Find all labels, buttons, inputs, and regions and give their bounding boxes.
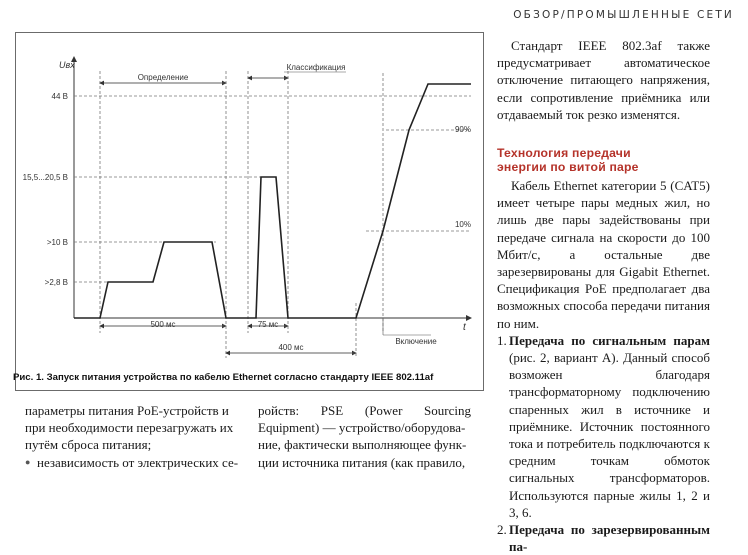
bottom-mid-text xyxy=(258,402,471,471)
bm-line-1: ройств: PSE (Power Sourcing xyxy=(258,403,471,418)
level-10v: >10 В xyxy=(46,238,68,247)
voltage-waveform xyxy=(74,84,471,318)
heading-line-1: Технология передачи xyxy=(497,146,631,160)
heading-line-2: энергии по витой паре xyxy=(497,160,639,174)
level-15v: 15,5...20,5 В xyxy=(22,173,68,182)
level-44v: 44 В xyxy=(51,92,68,101)
body-paragraph: Кабель Ethernet категории 5 (CAT5) имеет четыре пары медных жил, но лишь две пары задействованы при передаче сигнала на скорости до 100 Мбит/с, а остальные две зарезервированы для Gigabit Ethernet. Спецификация PoE предполагает два возможных способа передачи питания по ним. xyxy=(497,178,710,331)
x-axis-label: t xyxy=(463,322,466,333)
level-90pct: 90% xyxy=(454,125,471,134)
bl-line-2: при необходимости перезагружать их xyxy=(25,420,234,436)
level-10pct: 10% xyxy=(454,220,471,229)
voltage-timing-diagram xyxy=(16,33,483,390)
body-text xyxy=(497,177,710,555)
classification-label: Классификация xyxy=(286,63,346,72)
figure-frame xyxy=(15,32,484,391)
bl-line-1: параметры питания PoE-устройств и xyxy=(25,403,229,418)
detection-label: Определение xyxy=(137,73,189,82)
list-num-2: 2. xyxy=(497,522,507,538)
list-item-1-text: (рис. 2, вариант А). Данный способ возможен благодаря трансформаторному подключению спаренных жил в источнике и приёмнике. Источник постоянного тока и потребитель подключаются к средним точкам обмоток сигнальных трансформаторов. Используются парные жилы 1, 2 и 3, 6. xyxy=(509,350,710,520)
bl-line-4: независимость от электрических се- xyxy=(37,454,239,470)
list-item-2 xyxy=(497,521,710,555)
bottom-left-text xyxy=(25,402,239,471)
figure-caption: Рис. 1. Запуск питания устройства по кабелю Ethernet согласно стандарту IEEE 802.11af xyxy=(13,372,434,383)
level-2-8v: >2,8 В xyxy=(44,278,68,287)
y-axis-label: Uвх xyxy=(59,60,75,70)
intro-paragraph: Стандарт IEEE 802.3af также предусматривает автоматическое отключение питающего напряжения, если сопротивление приёмника или отдаваемый ток резко изменятся. xyxy=(497,38,710,122)
bl-bullet-item xyxy=(25,454,239,471)
bl-line-3: путём сброса питания; xyxy=(25,437,152,453)
bm-line-2: Equipment) — устройство/оборудова- xyxy=(258,420,466,436)
section-heading xyxy=(497,146,717,174)
list-item-2-title: Передача по зарезервированным па- xyxy=(509,522,710,555)
duration-500-label: 500 мс xyxy=(150,320,176,329)
switch-on-label: Включение xyxy=(395,337,437,346)
duration-75-label: 75 мс xyxy=(257,320,279,329)
level-gridlines xyxy=(74,71,471,358)
bullet-icon: ● xyxy=(25,456,31,467)
list-num-1: 1. xyxy=(497,332,507,348)
bm-line-4: ции источника питания (как правило, xyxy=(258,454,466,470)
list-item-1-title: Передача по сигнальным парам xyxy=(509,332,710,348)
list-item-1 xyxy=(497,332,710,521)
section-header: ОБЗОР/ПРОМЫШЛЕННЫЕ СЕТИ xyxy=(513,9,734,21)
duration-400-label: 400 мс xyxy=(278,343,304,352)
bm-line-3: ние, фактически выполняющее функ- xyxy=(258,437,467,453)
